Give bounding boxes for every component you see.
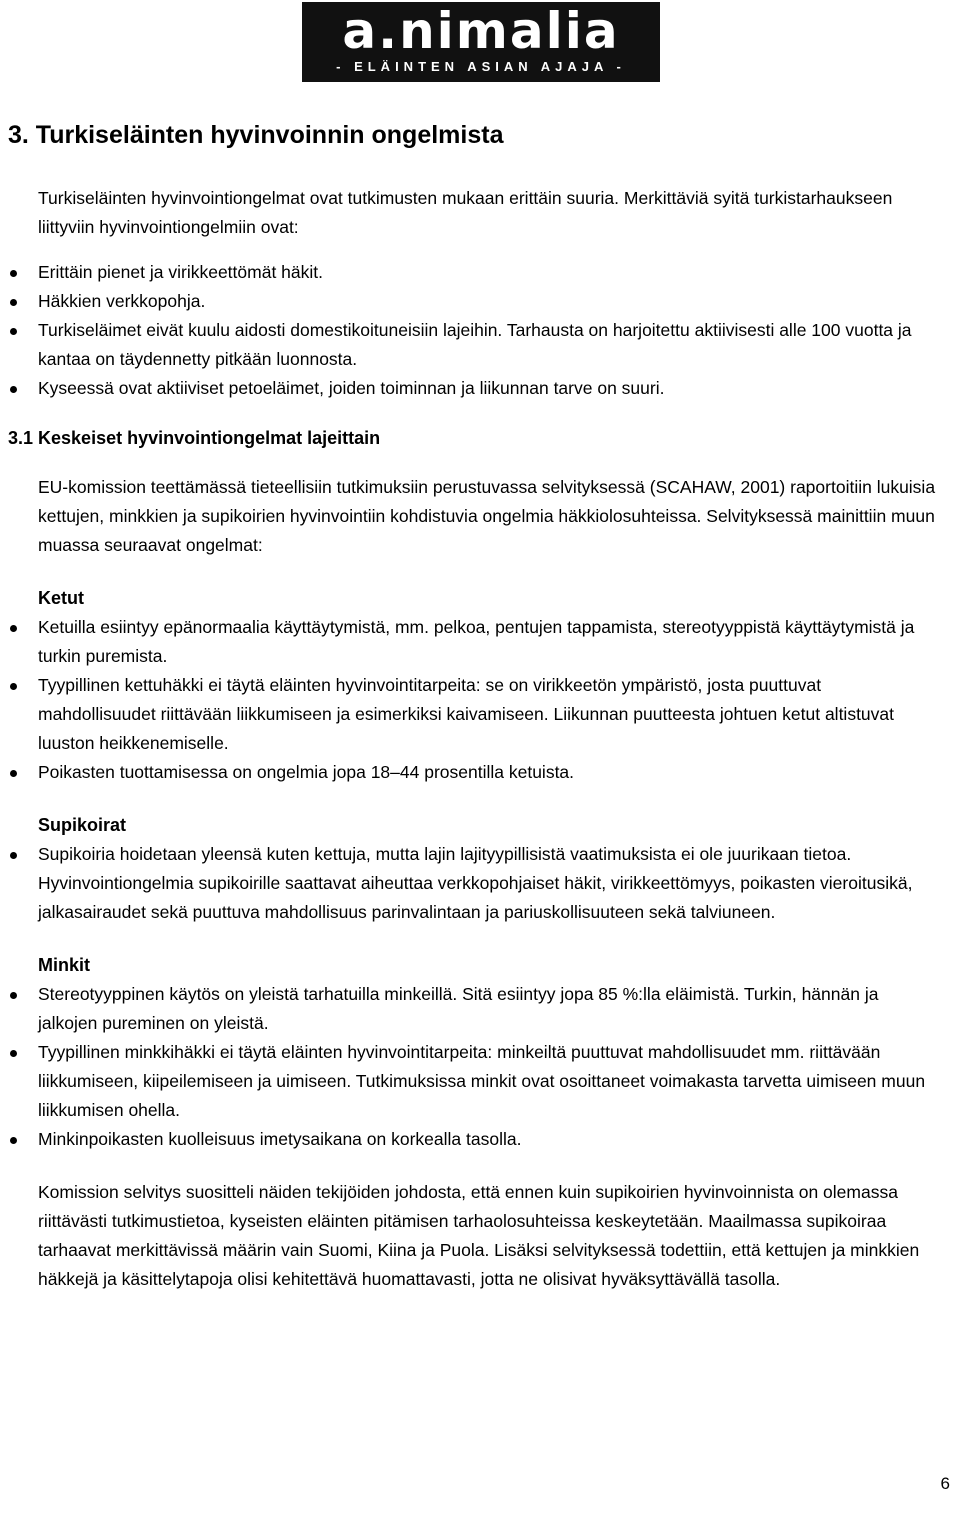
list-item: Poikasten tuottamisessa on ongelmia jopa 18–44 prosentilla ketuista.: [0, 758, 938, 787]
list-item: Stereotyyppinen käytös on yleistä tarhatuilla minkeillä. Sitä esiintyy jopa 85 %:lla eläimistä. Turkin, hännän ja jalkojen pureminen on yleistä.: [0, 980, 938, 1038]
section-intro-paragraph: EU-komission teettämässä tieteellisiin tutkimuksiin perustuvassa selvityksessä (SCAHAW, 2001) raportoitiin lukuisia kettujen, minkkien ja supikoirien hyvinvointiin kohdistuvia ongelmia häkkiolosuhteissa. Selvityksessä mainittiin muun muassa seuraavat ongelmat:: [38, 477, 936, 555]
minkit-heading: Minkit: [38, 955, 90, 975]
subsection-heading: 3.1 Keskeiset hyvinvointiongelmat lajeittain: [8, 428, 381, 448]
ketut-heading: Ketut: [38, 588, 84, 608]
supikoirat-heading: Supikoirat: [38, 815, 127, 835]
list-item: Minkinpoikasten kuolleisuus imetysaikana on korkealla tasolla.: [0, 1125, 938, 1154]
problems-list: [0, 258, 960, 403]
logo-tagline: - ELÄINTEN ASIAN AJAJA -: [336, 59, 626, 74]
section-heading: 3. Turkiseläinten hyvinvoinnin ongelmista: [8, 121, 504, 149]
animalia-logo: [302, 2, 660, 82]
list-item: Häkkien verkkopohja.: [0, 287, 938, 316]
list-item: Turkiseläimet eivät kuulu aidosti domestikoituneisiin lajeihin. Tarhausta on harjoitettu aktiivisesti alle 100 vuotta ja kantaa on täydennetty pitkään luonnosta.: [0, 316, 938, 374]
document-body: [0, 118, 960, 1294]
conclusion-paragraph: Komission selvitys suositteli näiden tekijöiden johdosta, että ennen kuin supikoirien hyvinvoinnista on olemassa riittävästi tutkimustietoa, kyseisten eläinten pitämisen tarhaolosuhteissa keskeytetään. Maailmassa supikoiraa tarhaavat merkittävissä määrin vain Suomi, Kiina ja Puola. Lisäksi selvityksessä todettiin, että kettujen ja minkkien häkkejä ja käsittelytapoja olisi kehitettävä huomattavasti, jotta ne olisivat hyväksyttävällä tasolla.: [38, 1182, 920, 1289]
list-item: Supikoiria hoidetaan yleensä kuten kettuja, mutta lajin lajityypillisistä vaatimuksista ei ole juurikaan tietoa. Hyvinvointiongelmia supikoirille saattavat aiheuttaa verkkopohjaiset häkit, virikkeettömyys, poikasten vieroitusikä, jalkasairaudet sekä puuttuva mahdollisuus parinvalintaan ja pariuskollisuuteen sekä talviuneen.: [0, 840, 938, 927]
ketut-list: [0, 613, 960, 787]
list-item: Ketuilla esiintyy epänormaalia käyttäytymistä, mm. pelkoa, pentujen tappamista, stereotyyppistä käyttäytymistä ja turkin puremista.: [0, 613, 938, 671]
list-item: Kyseessä ovat aktiiviset petoeläimet, joiden toiminnan ja liikunnan tarve on suuri.: [0, 374, 938, 403]
list-item: Tyypillinen kettuhäkki ei täytä eläinten hyvinvointitarpeita: se on virikkeetön ympäristö, josta puuttuvat mahdollisuudet riittävään liikkumiseen ja esimerkiksi kaivamiseen. Liikunnan puutteesta johtuen ketut altistuvat luuston heikkenemiselle.: [0, 671, 938, 758]
minkit-list: [0, 980, 960, 1154]
list-item: Tyypillinen minkkihäkki ei täytä eläinten hyvinvointitarpeita: minkeiltä puuttuvat mahdollisuudet mm. riittävään liikkumiseen, kiipeilemiseen ja uimiseen. Tutkimuksissa minkit ovat osoittaneet voimakasta tarvetta uimiseen muun liikkumisen ohella.: [0, 1038, 938, 1125]
list-item: Erittäin pienet ja virikkeettömät häkit.: [0, 258, 938, 287]
page-number: 6: [940, 1474, 950, 1493]
logo-wordmark: a.nimalia: [342, 2, 620, 60]
supikoirat-list: [0, 840, 960, 927]
intro-paragraph: Turkiseläinten hyvinvointiongelmat ovat tutkimusten mukaan erittäin suuria. Merkittäviä syitä turkistarhaukseen liittyviin hyvinvointiongelmiin ovat:: [38, 188, 893, 237]
